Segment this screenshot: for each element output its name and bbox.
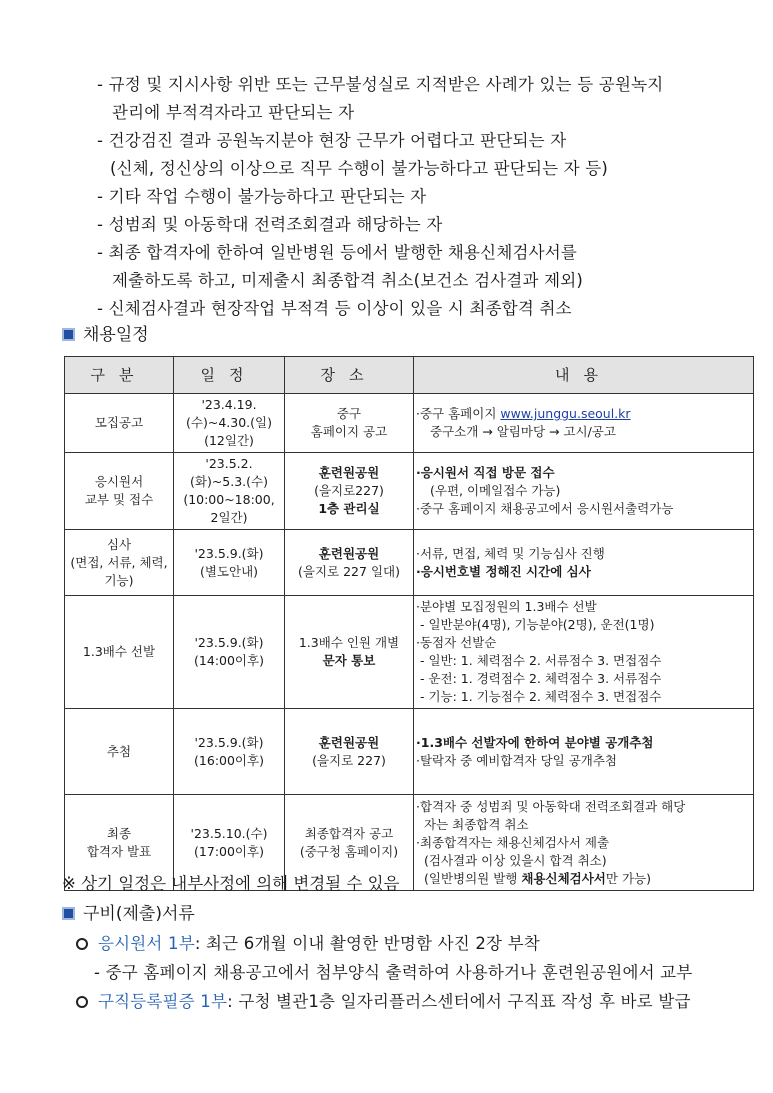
bullet-line: 제출하도록 하고, 미제출시 최종합격 취소(보건소 검사결과 제외) [112, 271, 584, 290]
row-name: 응시원서 교부 및 접수 [65, 453, 174, 530]
bullet-line: - 신체검사결과 현장작업 부적격 등 이상이 있을 시 최종합격 취소 [97, 299, 572, 318]
row-place: 훈련원공원 (을지로227) 1층 관리실 [285, 453, 414, 530]
square-bullet-icon [62, 907, 75, 920]
row-content: ·서류, 면접, 체력 및 기능심사 진행 ·응시번호별 정해진 시간에 심사 [414, 530, 754, 596]
row-name: 최종 합격자 발표 [65, 795, 174, 891]
row-content: ·중구 홈페이지 www.junggu.seoul.kr 중구소개 → 알림마당 → 고시/공고 [414, 394, 754, 453]
row-name: 추첨 [65, 709, 174, 795]
section-heading-schedule [62, 324, 149, 346]
schedule-table [64, 356, 754, 891]
schedule-note: ※ 상기 일정은 내부사정에 의해 변경될 수 있음 [62, 874, 400, 893]
section-title: 구비(제출)서류 [83, 904, 195, 924]
row-place: 훈련원공원 (을지로 227 일대) [285, 530, 414, 596]
bullet-line: (신체, 정신상의 이상으로 직무 수행이 불가능하다고 판단되는 자 등) [110, 159, 609, 178]
doc-item-sub: - 중구 홈페이지 채용공고에서 첨부양식 출력하여 사용하거나 훈련원공원에서 교부 [94, 963, 693, 982]
row-content: ·분야별 모집정원의 1.3배수 선발 - 일반분야(4명), 기능분야(2명), 운전(1명) ·동점자 선발순 - 일반: 1. 체력점수 2. 서류점수 3. 면접점수 - 운전: 1. 경력점수 2. 체력점수 3. 서류점수 - 기능: 1. 기능점수 2. 체력점수 3. 면접점수 [414, 596, 754, 709]
row-name: 1.3배수 선발 [65, 596, 174, 709]
row-place: 중구 홈페이지 공고 [285, 394, 414, 453]
header-date: 일정 [174, 357, 285, 394]
row-place: 최종합격자 공고 (중구청 홈페이지) [285, 795, 414, 891]
circle-bullet-icon [76, 938, 88, 950]
row-date: '23.5.9.(화) (16:00이후) [174, 709, 285, 795]
bullet-line: - 규정 및 지시사항 위반 또는 근무불성실로 지적받은 사례가 있는 등 공원녹지 [97, 75, 664, 94]
bullet-line: - 건강검진 결과 공원녹지분야 현장 근무가 어렵다고 판단되는 자 [97, 131, 567, 150]
header-category: 구분 [65, 357, 174, 394]
row-date: '23.5.9.(화) (별도안내) [174, 530, 285, 596]
homepage-link[interactable]: www.junggu.seoul.kr [500, 406, 631, 421]
row-place: 1.3배수 인원 개별 문자 통보 [285, 596, 414, 709]
row-name: 심사 (면접, 서류, 체력, 기능) [65, 530, 174, 596]
row-date: '23.5.2.(화)~5.3.(수) (10:00~18:00, 2일간) [174, 453, 285, 530]
table-row [65, 453, 754, 530]
row-content: ·1.3배수 선발자에 한하여 분야별 공개추첨 ·탈락자 중 예비합격자 당일 공개추첨 [414, 709, 754, 795]
header-place: 장소 [285, 357, 414, 394]
row-date: '23.5.9.(화) (14:00이후) [174, 596, 285, 709]
row-name: 모집공고 [65, 394, 174, 453]
section-heading-documents [62, 903, 195, 925]
table-row [65, 596, 754, 709]
section-title: 채용일정 [83, 325, 149, 345]
table-header-row [65, 357, 754, 394]
row-content: ·합격자 중 성범죄 및 아동학대 전력조회결과 해당 자는 최종합격 취소 ·최종합격자는 채용신체검사서 제출 (검사결과 이상 있을시 합격 취소) (일반병의원 발행 채용신체검사서만 가능) [414, 795, 754, 891]
header-content: 내용 [414, 357, 754, 394]
row-content: ·응시원서 직접 방문 접수 (우편, 이메일접수 가능) ·중구 홈페이지 채용공고에서 응시원서출력가능 [414, 453, 754, 530]
square-bullet-icon [62, 328, 75, 341]
table-row [65, 530, 754, 596]
row-place: 훈련원공원 (을지로 227) [285, 709, 414, 795]
bullet-line: - 최종 합격자에 한하여 일반병원 등에서 발행한 채용신체검사서를 [97, 243, 578, 262]
row-date: '23.4.19.(수)~4.30.(일) (12일간) [174, 394, 285, 453]
bullet-line: 관리에 부적격자라고 판단되는 자 [112, 103, 355, 122]
doc-item-application: 응시원서 1부: 최근 6개월 이내 촬영한 반명함 사진 2장 부착 [76, 933, 540, 955]
doc-item-registration: 구직등록필증 1부: 구청 별관1층 일자리플러스센터에서 구직표 작성 후 바로 발급 [76, 991, 691, 1013]
table-row [65, 709, 754, 795]
table-row [65, 394, 754, 453]
circle-bullet-icon [76, 996, 88, 1008]
bullet-line: - 기타 작업 수행이 불가능하다고 판단되는 자 [97, 187, 427, 206]
row-date: '23.5.10.(수) (17:00이후) [174, 795, 285, 891]
bullet-line: - 성범죄 및 아동학대 전력조회결과 해당하는 자 [97, 215, 443, 234]
